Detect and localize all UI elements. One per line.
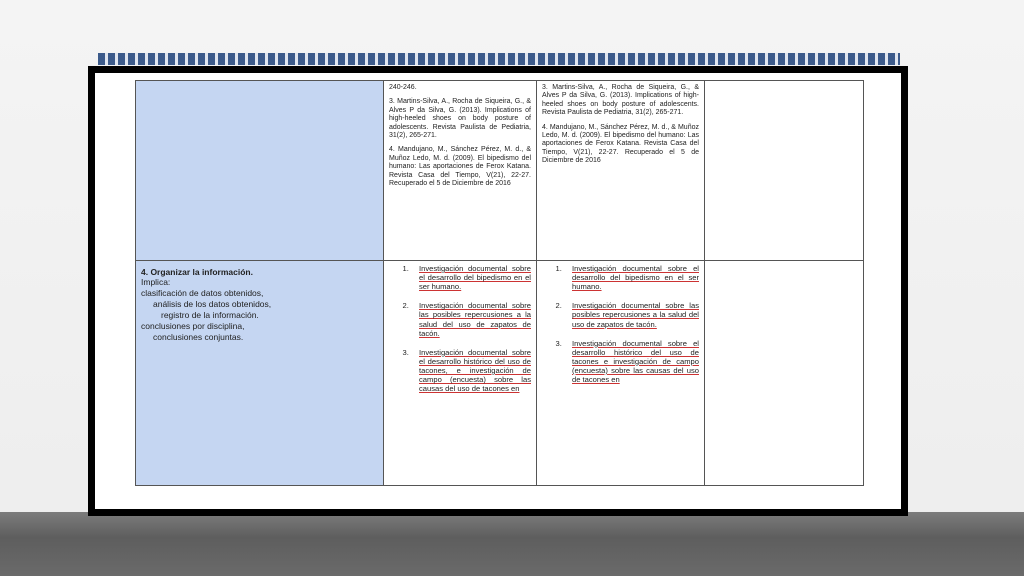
activity-line: registro de la información. [161, 309, 259, 320]
task-list [542, 264, 699, 384]
list-item: 3. Investigación documental sobre el desarrollo histórico del uso de tacones e investigación de campo (encuesta) sobre las causas del uso de tacones en [564, 339, 699, 385]
planning-table [135, 80, 864, 486]
slide-frame [88, 66, 908, 516]
activity-line: conclusiones por disciplina, [141, 320, 245, 331]
activity-title: 4. Organizar la información. [141, 267, 253, 277]
references-cell-a [384, 81, 537, 261]
reference-text: 3. Martins-Silva, A., Rocha de Siqueira, G., & Alves P da Silva, G. (2013). Implications of high-heeled shoes on body posture of adolescents. Revista Paulista de Pediatria, 31(2), 265-271. [389, 98, 531, 139]
list-item: 2. Investigación documental sobre las posibles repercusiones a la salud del uso de zapatos de tacón. [411, 301, 531, 337]
document-image [95, 73, 901, 509]
tasks-cell-b [537, 261, 705, 486]
activity-cell-empty [136, 81, 384, 261]
empty-cell [705, 81, 864, 261]
list-item: 1. Investigación documental sobre el desarrollo del bipedismo en el ser humano. [411, 264, 531, 291]
activity-line: Implica: [141, 277, 171, 288]
list-item: 2. Investigación documental sobre las posibles repercusiones a la salud del uso de zapatos de tacón. [564, 301, 699, 328]
table-row [136, 81, 864, 261]
tasks-cell-a [384, 261, 537, 486]
table-row [136, 261, 864, 486]
floor-background [0, 512, 1024, 576]
reference-text: 4. Mandujano, M., Sánchez Pérez, M. d., & Muñoz Ledo, M. d. (2009). El bipedismo del humano: Las aportaciones de Ferox Katana. Revista Casa del Tiempo, V(21), 22-27. Recuperado el 5 de Diciembre de 2016 [389, 146, 531, 187]
references-cell-b [537, 81, 705, 261]
activity-line: análisis de los datos obtenidos, [153, 298, 272, 309]
activity-cell [136, 261, 384, 486]
task-list [389, 264, 531, 393]
decorative-stripe [98, 53, 900, 65]
reference-text: 4. Mandujano, M., Sánchez Pérez, M. d., & Muñoz Ledo, M. d. (2009). El bipedismo del humano: Las aportaciones de Ferox Katana. Revista Casa del Tiempo, V(21), 22-27. Recuperado el 5 de Diciembre de 2016 [542, 123, 699, 165]
list-item: 1. Investigación documental sobre el desarrollo del bipedismo en el ser humano. [564, 264, 699, 291]
reference-text: 240-246. [389, 84, 417, 91]
activity-line: conclusiones conjuntas. [153, 331, 244, 342]
list-item: 3. Investigación documental sobre el desarrollo histórico del uso de tacones, e investigación de campo (encuesta) sobre las causas del uso de tacones en [411, 348, 531, 394]
empty-cell [705, 261, 864, 486]
activity-line: clasificación de datos obtenidos, [141, 288, 264, 299]
reference-text: 3. Martins-Silva, A., Rocha de Siqueira, G., & Alves P da Silva, G. (2013). Implications of high-heeled shoes on body posture of adolescents. Revista Paulista de Pediatria, 31(2), 265-271. [542, 84, 699, 117]
